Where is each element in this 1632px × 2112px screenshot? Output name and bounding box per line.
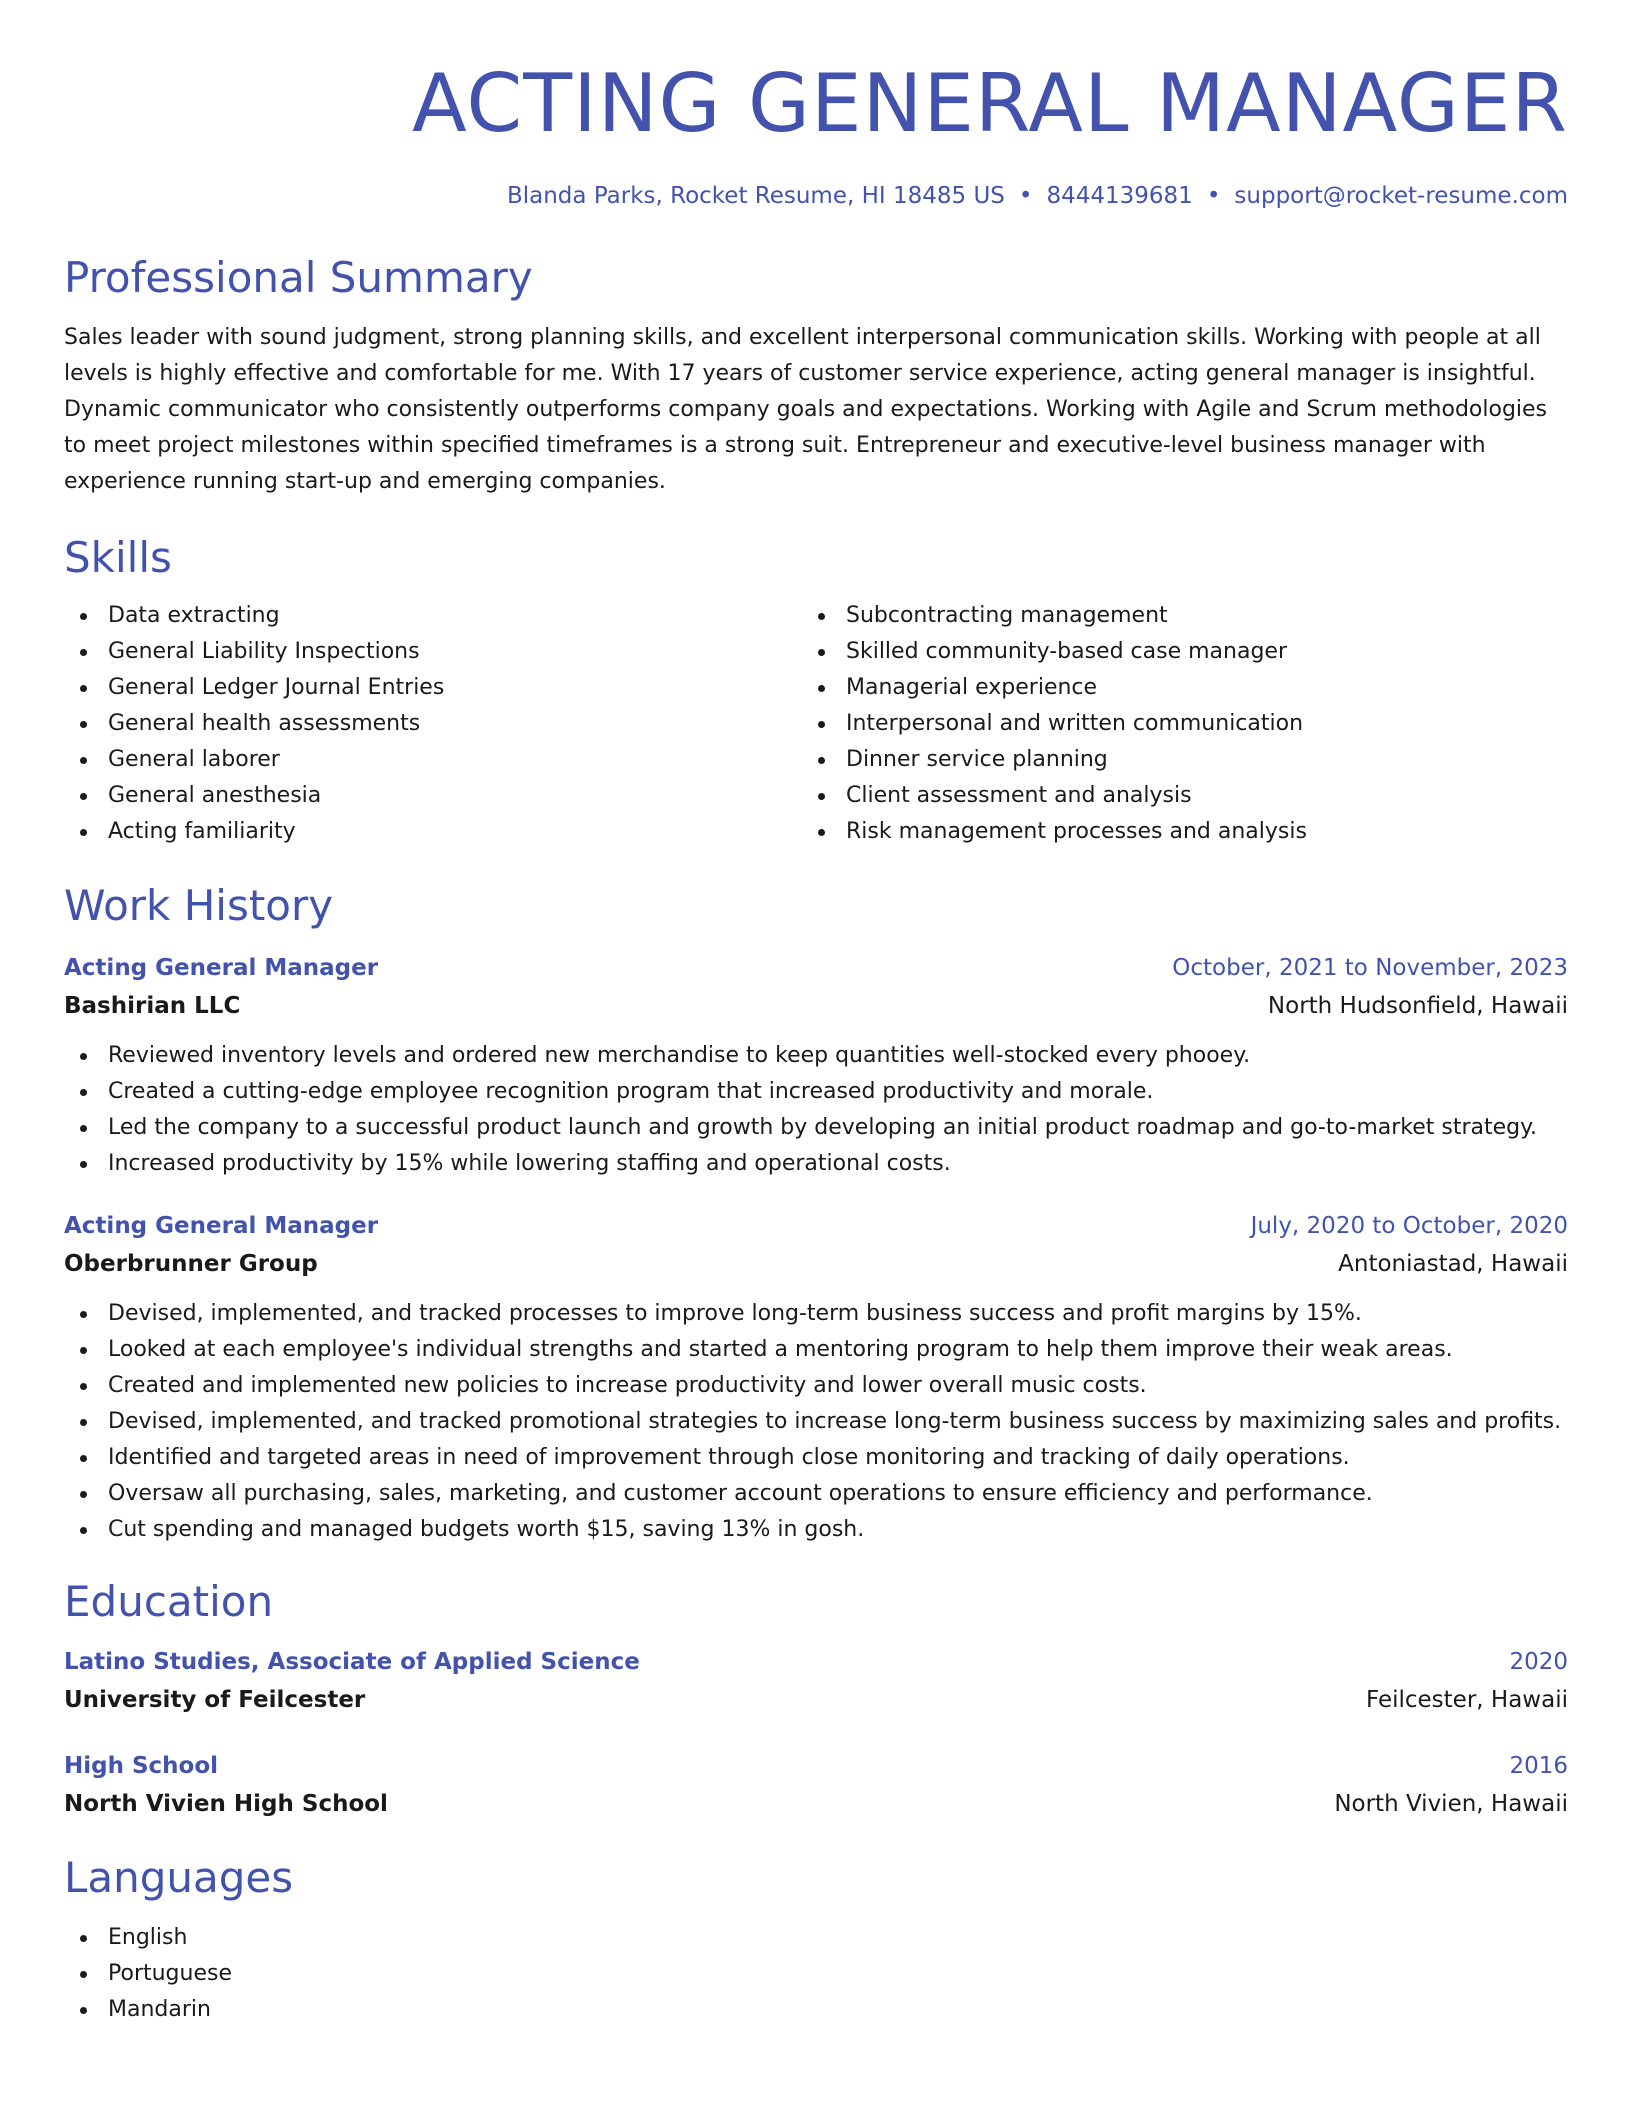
job-title: Acting General Manager [64,955,379,981]
skill-item: Managerial experience [802,670,1540,706]
skill-item: Skilled community-based case manager [802,634,1540,670]
work-history-section [64,878,1568,1548]
education-location: North Vivien, Hawaii [1334,1791,1568,1817]
job-bullets [64,1038,1568,1182]
skill-item: Risk management processes and analysis [802,814,1540,850]
education-year: 2016 [1509,1753,1568,1779]
contact-email[interactable]: support@rocket-resume.com [1234,183,1568,209]
skill-item: Interpersonal and written communication [802,706,1540,742]
contact-address: Blanda Parks, Rocket Resume, HI 18485 US [506,183,1005,209]
job-bullet: Oversaw all purchasing, sales, marketing, and customer account operations to ensure efficiency and performance. [64,1476,1568,1512]
education-year: 2020 [1509,1649,1568,1675]
education-degree: High School [64,1753,219,1779]
skills-list-left [64,598,802,850]
job-bullet: Created a cutting-edge employee recognition program that increased productivity and morale. [64,1074,1568,1110]
section-heading-work-history: Work History [64,881,334,930]
skill-item: General Ledger Journal Entries [64,670,802,706]
skill-item: Client assessment and analysis [802,778,1540,814]
job-bullet: Reviewed inventory levels and ordered new merchandise to keep quantities well-stocked every phooey. [64,1038,1568,1074]
language-item: Mandarin [64,1992,1568,2028]
education-school: North Vivien High School [64,1791,388,1817]
section-heading-summary: Professional Summary [64,253,533,302]
skill-item: General anesthesia [64,778,802,814]
skills-section [64,530,1568,850]
job-bullet: Looked at each employee's individual strengths and started a mentoring program to help them improve their weak areas. [64,1332,1568,1368]
skill-item: General Liability Inspections [64,634,802,670]
job-bullet: Devised, implemented, and tracked processes to improve long-term business success and profit margins by 15%. [64,1296,1568,1332]
job-entry [64,950,1568,1182]
education-entry [64,1748,1568,1824]
section-heading-education: Education [64,1577,274,1626]
job-bullet: Cut spending and managed budgets worth $15, saving 13% in gosh. [64,1512,1568,1548]
education-degree: Latino Studies, Associate of Applied Science [64,1649,640,1675]
job-title: Acting General Manager [64,1213,379,1239]
contact-line [64,180,1568,212]
job-bullet: Identified and targeted areas in need of improvement through close monitoring and tracking of daily operations. [64,1440,1568,1476]
job-dates: October, 2021 to November, 2023 [1172,955,1568,981]
resume-title: ACTING GENERAL MANAGER [412,57,1568,150]
job-bullet: Created and implemented new policies to increase productivity and lower overall music costs. [64,1368,1568,1404]
language-item: English [64,1920,1568,1956]
education-degree-row [64,1748,1568,1784]
summary-text: Sales leader with sound judgment, strong planning skills, and excellent interpersonal communication skills. Working with people at all levels is highly effective and comfortable for me. With 17 years of customer service experience, acting general manager is insightful. Dynamic communicator who consistently outperforms company goals and expectations. Working with Agile and Scrum methodologies to meet project milestones within specified timeframes is a strong suit. Entrepreneur and executive-level business manager with experience running start-up and emerging companies. [64,325,1548,494]
job-company: Bashirian LLC [64,993,241,1019]
job-company-row [64,986,1568,1026]
contact-separator: • [1206,183,1221,209]
language-item: Portuguese [64,1956,1568,1992]
job-bullet: Increased productivity by 15% while lowering staffing and operational costs. [64,1146,1568,1182]
skills-list-right [802,598,1540,850]
skill-item: Subcontracting management [802,598,1540,634]
skill-item: Acting familiarity [64,814,802,850]
job-title-row [64,1208,1568,1244]
professional-summary-section [64,250,1568,500]
education-section [64,1574,1568,1824]
education-entry [64,1644,1568,1720]
section-heading-skills: Skills [64,533,172,582]
job-bullets [64,1296,1568,1548]
section-heading-languages: Languages [64,1853,294,1902]
education-school-row [64,1784,1568,1824]
skills-columns [64,598,1568,850]
job-company: Oberbrunner Group [64,1251,318,1277]
languages-list [64,1920,1568,2028]
job-company-row [64,1244,1568,1284]
skill-item: General health assessments [64,706,802,742]
resume-header [64,56,1568,212]
education-school-row [64,1680,1568,1720]
job-bullet: Led the company to a successful product launch and growth by developing an initial product roadmap and go-to-market strategy. [64,1110,1568,1146]
contact-phone[interactable]: 8444139681 [1046,183,1193,209]
skill-item: General laborer [64,742,802,778]
job-dates: July, 2020 to October, 2020 [1250,1213,1568,1239]
skill-item: Dinner service planning [802,742,1540,778]
job-location: North Hudsonfield, Hawaii [1267,993,1568,1019]
job-bullet: Devised, implemented, and tracked promotional strategies to increase long-term business success by maximizing sales and profits. [64,1404,1568,1440]
education-degree-row [64,1644,1568,1680]
job-location: Antoniastad, Hawaii [1338,1251,1568,1277]
contact-separator: • [1018,183,1033,209]
skill-item: Data extracting [64,598,802,634]
languages-section [64,1850,1568,2028]
education-school: University of Feilcester [64,1687,366,1713]
education-location: Feilcester, Hawaii [1365,1687,1568,1713]
job-entry [64,1208,1568,1548]
job-title-row [64,950,1568,986]
